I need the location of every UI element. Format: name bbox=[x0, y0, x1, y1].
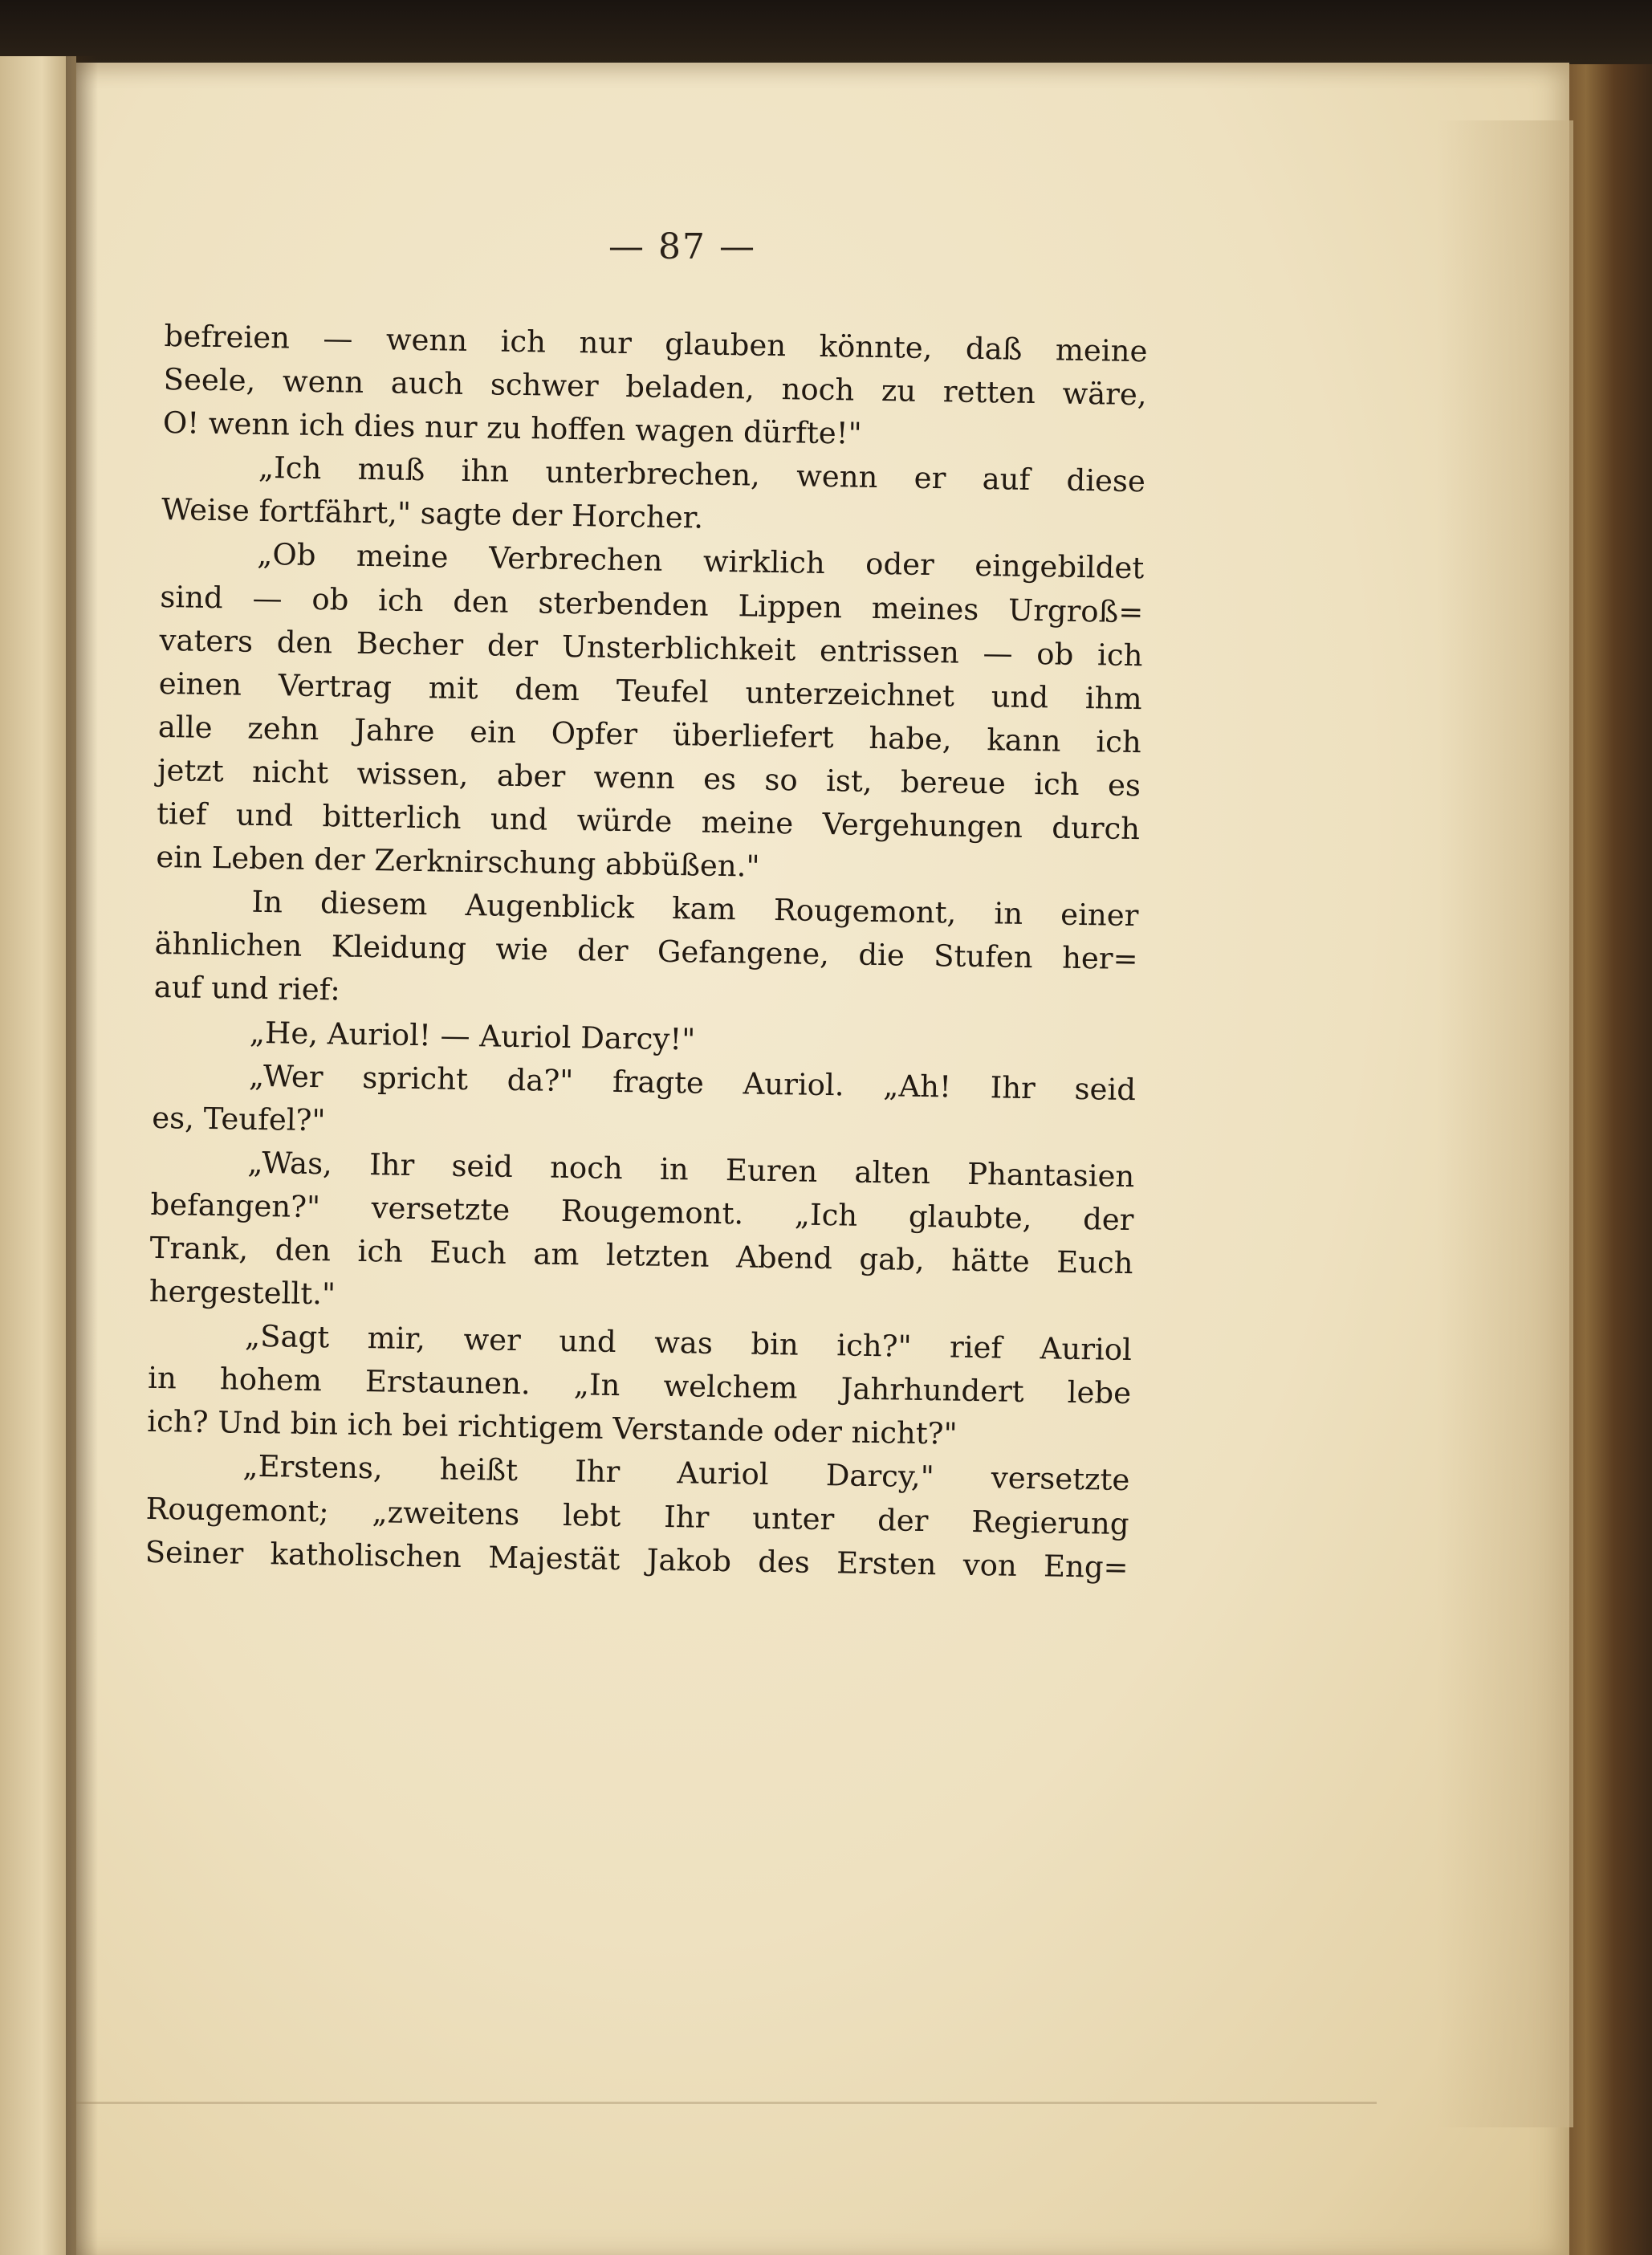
text-line: ein Leben der Zerknirschung abbüßen." bbox=[156, 840, 760, 884]
text-line: Weise fortfährt," sagte der Horcher. bbox=[161, 492, 704, 535]
text-line: „Was, Ihr seid noch in Euren alten Phantasien bbox=[247, 1145, 1135, 1194]
page-number: — 87 — bbox=[608, 226, 756, 267]
text-line: ich? Und bin ich bei richtigem Verstande oder nicht?" bbox=[147, 1404, 958, 1452]
text-line: befreien — wenn ich nur glauben könnte, daß meine bbox=[164, 318, 1148, 369]
text-line: tief und bitterlich und würde meine Vergehungen durch bbox=[156, 796, 1141, 847]
text-line: jetzt nicht wissen, aber wenn es so ist, bereue ich es bbox=[157, 752, 1141, 804]
body-text bbox=[144, 315, 1147, 1589]
text-line: sind — ob ich den sterbenden Lippen meines Urgroß= bbox=[160, 579, 1144, 629]
text-line: „Erstens, heißt Ihr Auriol Darcy," versetzte bbox=[242, 1449, 1130, 1498]
text-line: auf und rief: bbox=[153, 970, 341, 1007]
text-line: befangen?" versetzte Rougemont. „Ich glaubte, der bbox=[150, 1187, 1134, 1237]
text-line: Seele, wenn auch schwer beladen, noch zu retten wäre, bbox=[163, 362, 1147, 413]
text-line: „He, Auriol! — Auriol Darcy!" bbox=[249, 1015, 696, 1056]
text-line: ähnlichen Kleidung wie der Gefangene, die Stufen her= bbox=[154, 926, 1138, 977]
facing-page-edge bbox=[0, 56, 76, 2255]
text-line: vaters den Becher der Unsterblichkeit entrissen — ob ich bbox=[159, 622, 1143, 673]
text-line: hergestellt." bbox=[149, 1273, 336, 1312]
text-line: O! wenn ich dies nur zu hoffen wagen dürfte!" bbox=[162, 405, 862, 451]
scan-background-top bbox=[0, 0, 1652, 72]
text-line: „Ob meine Verbrechen wirklich oder eingebildet bbox=[256, 537, 1145, 586]
text-line: Rougemont; „zweitens lebt Ihr unter der Regierung bbox=[145, 1491, 1129, 1541]
text-line: Trank, den ich Euch am letzten Abend gab, hätte Euch bbox=[149, 1230, 1133, 1281]
text-line: einen Vertrag mit dem Teufel unterzeichnet und ihm bbox=[158, 666, 1142, 716]
text-line: Seiner katholischen Majestät Jakob des Ersten von Eng= bbox=[144, 1534, 1129, 1585]
page-fold-line bbox=[76, 2102, 1377, 2104]
text-line: „Wer spricht da?" fragte Auriol. „Ah! Ihr seid bbox=[248, 1058, 1137, 1107]
gutter-shadow bbox=[66, 56, 98, 2255]
text-line: in hohem Erstaunen. „In welchem Jahrhundert lebe bbox=[147, 1361, 1132, 1411]
text-line: In diesem Augenblick kam Rougemont, in einer bbox=[251, 885, 1139, 934]
text-line: „Sagt mir, wer und was bin ich?" rief Auriol bbox=[244, 1318, 1133, 1368]
text-line: es, Teufel?" bbox=[151, 1100, 326, 1138]
text-line: „Ich muß ihn unterbrechen, wenn er auf diese bbox=[258, 450, 1146, 499]
page-edge-shading bbox=[1437, 120, 1573, 2127]
text-line: alle zehn Jahre ein Opfer überliefert habe, kann ich bbox=[157, 709, 1142, 760]
